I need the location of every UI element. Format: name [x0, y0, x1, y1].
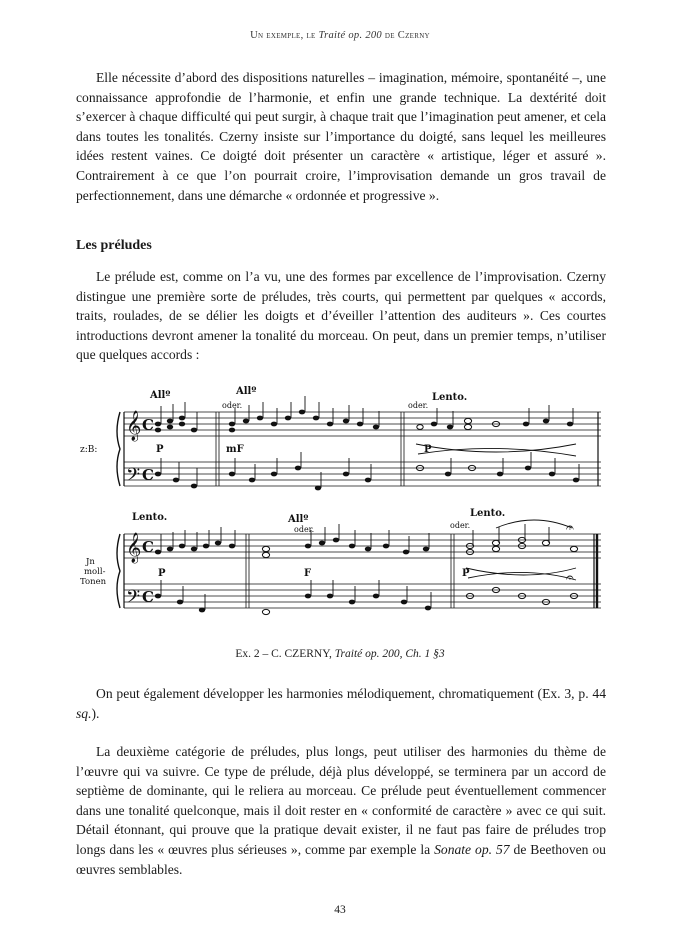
- page-number: 43: [334, 904, 346, 916]
- header-prefix: Un exemple, le: [250, 30, 319, 41]
- row2-tempo-2: Allº: [288, 514, 309, 525]
- row2-dynamic-2: F: [304, 568, 312, 579]
- row1-tempo-3: Lento.: [432, 392, 468, 403]
- row2-notes: [155, 537, 578, 614]
- row1-tempo-2: Allº: [236, 386, 257, 397]
- row1-bass-clef: 𝄢: [126, 465, 141, 490]
- row1-treble-clef: 𝄞: [126, 411, 142, 441]
- row1-dynamic-3: P: [424, 444, 432, 455]
- caption-prefix: Ex. 2 – C. CZERNY,: [235, 648, 335, 660]
- row2-left-label-3: Tonen: [80, 577, 107, 587]
- figure-caption: [0, 648, 680, 660]
- row2-left-label-1: Jn: [86, 557, 95, 567]
- row2-bass-staff: [124, 584, 601, 608]
- row1-notes: [155, 410, 579, 491]
- row2-oder-2: oder.: [450, 521, 471, 530]
- svg-text:𝄐: 𝄐: [566, 570, 574, 586]
- paragraph-4-text: [76, 742, 606, 879]
- paragraph-3-italic: sq.: [76, 705, 92, 721]
- paragraph-3-main: On peut également développer les harmonies mélodiquement, chromatiquement (Ex. 3, p. 44: [96, 686, 606, 701]
- paragraph-4-main: La deuxième catégorie de préludes, plus longs, peut utiliser des harmonies du thème de l’œuvre qui va suivre. Ce type de prélude, déjà plus développé, se terminera par un accord de septième de dominante, qui le reliera au morceau. Ce prélude peut éventuellement commencer dans une tonalité quelconque, mais il doit rester en « conformité de caractère » avec ce qui suit. Détail étonnant, qui prouve que la pratique devait exister, il ne faut pas faire de préludes trop longs dans les « œuvres plus sérieuses », comme par exemple la: [76, 744, 606, 857]
- paragraph-4: [76, 742, 606, 879]
- row2-treble-clef: 𝄞: [126, 533, 142, 563]
- svg-text:𝄐: 𝄐: [566, 520, 574, 536]
- fermatas: [566, 520, 574, 586]
- row2-oder-1: oder.: [294, 525, 315, 534]
- row1-dynamic-2: mF: [226, 444, 244, 455]
- note-stems: [161, 396, 579, 610]
- row2-dynamic-3: P: [462, 568, 470, 579]
- running-header: [0, 30, 680, 41]
- row1-oder-2: oder.: [408, 401, 429, 410]
- paragraph-1: [76, 68, 606, 205]
- row1-oder-1: oder.: [222, 401, 243, 410]
- row1-time-sig-bass: C: [142, 466, 154, 484]
- section-title: Les préludes: [76, 238, 152, 253]
- paragraph-3-text: [76, 684, 606, 723]
- row1-dynamic-1: P: [156, 444, 164, 455]
- header-title: Traité op. 200: [318, 30, 382, 41]
- paragraph-4-end: de Beethoven ou œuvres semblables.: [76, 841, 606, 877]
- row2-bass-clef: 𝄢: [126, 587, 141, 612]
- paragraph-3-end: ).: [91, 705, 100, 721]
- row1-bass-staff: [124, 462, 601, 486]
- row1-left-label: z:B:: [80, 445, 98, 455]
- caption-italic: Traité op. 200, Ch. 1 §3: [334, 648, 445, 660]
- row2-tempo-1: Lento.: [132, 512, 168, 523]
- paragraph-1-text: Elle nécessite d’abord des dispositions naturelles – imagination, mémoire, spontanéité –, une connaissance approfondie de l’harmonie, et enfin une grande technique. La dextérité doit s’exercer à chaque difficulté qui peut surgir, à chaque trait que l’imagination peut amener, et cela dans toutes les tonalités. Czerny insiste sur l’importance du doigté, sans lequel les meilleures idées restent vaines. Ce doigté doit présenter un caractère « artistique, léger et assuré ». Contrairement à ce que l’on pourrait croire, l’improvisation demande un gros travail de perfectionnement, dans une démarche « ordonnée et progressive ».: [76, 70, 606, 203]
- row2-left-label-2: moll-: [84, 567, 106, 577]
- row1-time-sig-treble: C: [142, 416, 154, 434]
- row2-tempo-3: Lento.: [470, 508, 506, 519]
- row2-time-sig-treble: C: [142, 538, 154, 556]
- paragraph-2-text: Le prélude est, comme on l’a vu, une des formes par excellence de l’improvisation. Czerny distingue une première sorte de préludes, très courts, qui permettent par quelques « accords, traits, roulades, de se délier les doigts et d’éveiller l’attention des auditeurs ». Ces courtes introductions devront amener la tonalité du morceau. On peut, dans un premier temps, n’utiliser que quelques accords :: [76, 269, 606, 363]
- header-suffix: de Czerny: [381, 30, 430, 41]
- music-example: [76, 382, 606, 637]
- paragraph-4-italic: Sonate op. 57: [434, 841, 510, 857]
- row2-treble-staff: [124, 534, 601, 558]
- paragraph-3: [76, 684, 606, 723]
- row2-dynamic-1: P: [158, 568, 166, 579]
- paragraph-2: [76, 267, 606, 365]
- row1-tempo-1: Allº: [150, 390, 171, 401]
- row2-time-sig-bass: C: [142, 588, 154, 606]
